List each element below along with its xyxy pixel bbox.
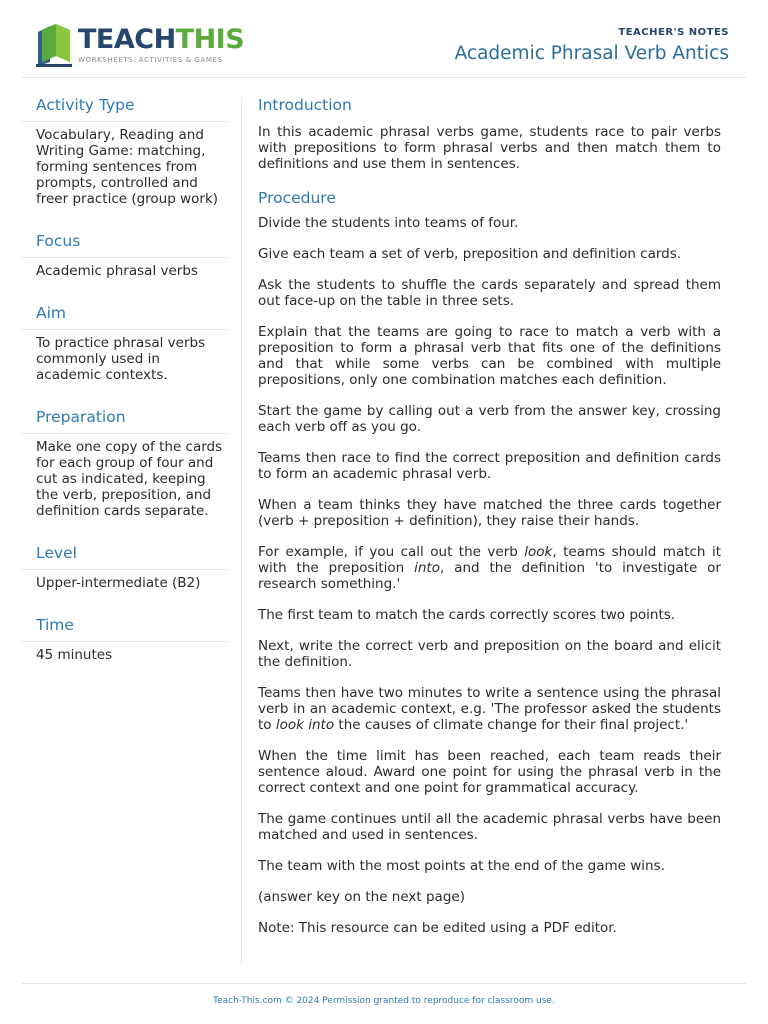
footer-copyright: Teach-This.com © 2024 Permission granted to reproduce for classroom use. (213, 996, 555, 1006)
example-text-pre: For example, if you call out the verb (258, 544, 525, 560)
level-text: Upper-intermediate (B2) (36, 575, 201, 591)
focus-section (22, 230, 228, 279)
focus-heading: Focus (22, 230, 228, 258)
procedure-step: The game continues until all the academic phrasal verbs have been matched and used in sentences. (258, 811, 721, 843)
book-logo-icon (36, 24, 74, 68)
sentence-phrasal-verb: look into (275, 717, 335, 733)
activity-type-text: Vocabulary, Reading and Writing Game: matching, forming sentences from prompts, controlled and freer practice (group work) (36, 127, 219, 207)
procedure-step: Ask the students to shuffle the cards separately and spread them out face-up on the table in three sets. (258, 277, 721, 309)
logo-this: THIS (175, 24, 245, 55)
focus-text: Academic phrasal verbs (36, 263, 198, 279)
main-content (258, 94, 721, 936)
procedure-step: Start the game by calling out a verb from the answer key, crossing each verb off as you go. (258, 403, 721, 435)
sentence-step (258, 685, 721, 733)
example-text-post: , and the definition 'to investigate or research something.' (258, 560, 721, 592)
procedure-step: Give each team a set of verb, preposition and definition cards. (258, 246, 682, 262)
example-step (258, 544, 721, 592)
footer-divider (22, 983, 746, 984)
time-text: 45 minutes (36, 647, 113, 663)
procedure-step: The team with the most points at the end of the game wins. (258, 858, 665, 874)
editing-note: Note: This resource can be edited using a PDF editor. (258, 920, 617, 936)
procedure-heading: Procedure (258, 189, 336, 207)
preparation-section (22, 406, 228, 519)
procedure-step: When the time limit has been reached, each team reads their sentence aloud. Award one point for using the phrasal verb in the correct context and one point for grammatical accuracy. (258, 748, 721, 796)
document-title: Academic Phrasal Verb Antics (454, 43, 729, 64)
procedure-step: The first team to match the cards correctly scores two points. (258, 607, 676, 623)
procedure-step: When a team thinks they have matched the three cards together (verb + preposition + definition), they raise their hands. (258, 497, 721, 529)
aim-heading: Aim (22, 302, 228, 330)
sentence-text-pre: Teams then have two minutes to write a sentence using the phrasal verb in an academic context, e.g. 'The professor asked the students to (258, 685, 721, 733)
teach-this-logo[interactable] (36, 22, 245, 70)
time-heading: Time (22, 614, 228, 642)
introduction-text: In this academic phrasal verbs game, students race to pair verbs with prepositions to form phrasal verbs and then match them to definitions and use them in sentences. (258, 124, 721, 172)
column-divider (241, 98, 242, 964)
header-divider (22, 77, 746, 78)
logo-wordmark (78, 24, 244, 56)
answer-key-note: (answer key on the next page) (258, 889, 465, 905)
preparation-heading: Preparation (22, 406, 228, 434)
activity-type-heading: Activity Type (22, 94, 228, 122)
teachers-notes-label: TEACHER'S NOTES (618, 27, 729, 38)
aim-text: To practice phrasal verbs commonly used in academic contexts. (36, 335, 206, 383)
logo-tagline: WORKSHEETS, ACTIVITIES & GAMES (78, 56, 223, 64)
time-section (22, 614, 228, 663)
logo-teach: TEACH (78, 24, 176, 55)
activity-type-section (22, 94, 228, 207)
procedure-step: Next, write the correct verb and preposition on the board and elicit the definition. (258, 638, 721, 670)
sidebar (22, 94, 228, 686)
level-section (22, 542, 228, 591)
example-verb: look (524, 544, 553, 560)
sentence-text-post: the causes of climate change for their final project.' (334, 717, 689, 733)
example-preposition: into (414, 560, 440, 576)
example-text-mid: , teams should match it with the preposition (258, 544, 721, 576)
level-heading: Level (22, 542, 228, 570)
introduction-heading: Introduction (258, 96, 352, 114)
preparation-text: Make one copy of the cards for each group of four and cut as indicated, keeping the verb, preposition, and definition cards separate. (36, 439, 223, 519)
procedure-step: Teams then race to find the correct preposition and definition cards to form an academic phrasal verb. (258, 450, 721, 482)
page-header (0, 0, 768, 78)
procedure-step: Explain that the teams are going to race to match a verb with a preposition to form a phrasal verb that fits one of the definitions and that while some verbs can be combined with multiple prepositions, only one combination matches each definition. (258, 324, 721, 388)
aim-section (22, 302, 228, 383)
procedure-step: Divide the students into teams of four. (258, 215, 519, 231)
